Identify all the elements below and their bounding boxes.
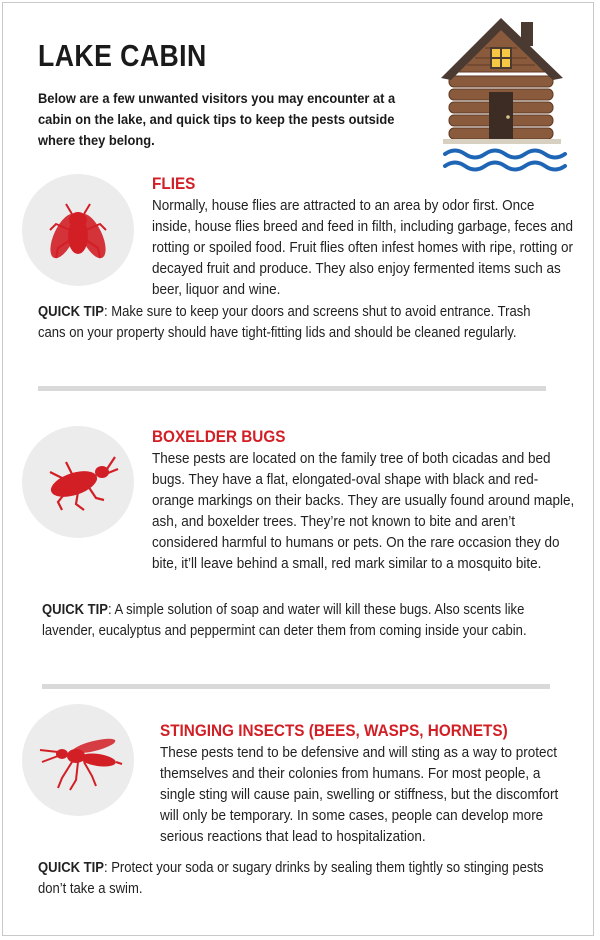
section-heading-flies: FLIES xyxy=(152,174,196,193)
stinging-insect-icon xyxy=(22,704,134,816)
quick-tip-text: : A simple solution of soap and water will kill these bugs. Also scents like lavender, eucalyptus and peppermint can deter them from coming inside your cabin. xyxy=(42,602,527,639)
quick-tip-flies xyxy=(38,302,560,344)
stinging-insect-icon-badge xyxy=(22,704,134,816)
cabin-icon xyxy=(435,14,569,172)
quick-tip-label: QUICK TIP xyxy=(38,304,104,320)
quick-tip-stinging-insects xyxy=(38,858,560,900)
fly-icon-badge xyxy=(22,174,134,286)
quick-tip-text: : Protect your soda or sugary drinks by sealing them tightly so stinging pests don’t take a swim. xyxy=(38,860,544,897)
quick-tip-label: QUICK TIP xyxy=(42,602,108,618)
section-heading-boxelder-bugs: BOXELDER BUGS xyxy=(152,427,286,446)
quick-tip-text: : Make sure to keep your doors and screens shut to avoid entrance. Trash cans on your property should have tight-fitting lids and should be cleaned regularly. xyxy=(38,304,531,341)
quick-tip-label: QUICK TIP xyxy=(38,860,104,876)
boxelder-bug-icon-badge xyxy=(22,426,134,538)
fly-icon xyxy=(22,174,134,286)
section-body-flies: Normally, house flies are attracted to an area by odor first. Once inside, house flies breed and feed in filth, including garbage, feces and rotting or spoiled food. Fruit flies often infest homes with ripe, rotting or decayed fruit and produce. They also enjoy fermented items such as beer, liquor and wine. xyxy=(152,197,574,298)
section-divider xyxy=(42,684,550,689)
intro-text: Below are a few unwanted visitors you may encounter at a cabin on the lake, and quick tips to keep the pests outside where they belong. xyxy=(38,90,396,148)
section-body-boxelder-bugs: These pests are located on the family tree of both cicadas and bed bugs. They have a flat, elongated-oval shape with black and red-orange markings on their backs. They are usually found around maple, ash, and boxelder trees. They’re not known to bite and aren’t considered harmful to humans or pets. On the rare occasion they do bite, it’ll leave behind a small, red mark similar to a mosquito bite. xyxy=(152,450,575,572)
section-body-stinging-insects: These pests tend to be defensive and will sting as a way to protect themselves and their colonies from humans. For most people, a single sting will cause pain, swelling or stiffness, but the discomfort will only be temporary. In some cases, people can develop more serious reactions that lead to hospitalization. xyxy=(160,744,559,845)
section-divider xyxy=(38,386,546,391)
boxelder-bug-icon xyxy=(22,426,134,538)
section-heading-stinging-insects: STINGING INSECTS (BEES, WASPS, HORNETS) xyxy=(160,721,508,740)
page-title: LAKE CABIN xyxy=(38,38,207,73)
quick-tip-boxelder-bugs xyxy=(42,600,564,642)
